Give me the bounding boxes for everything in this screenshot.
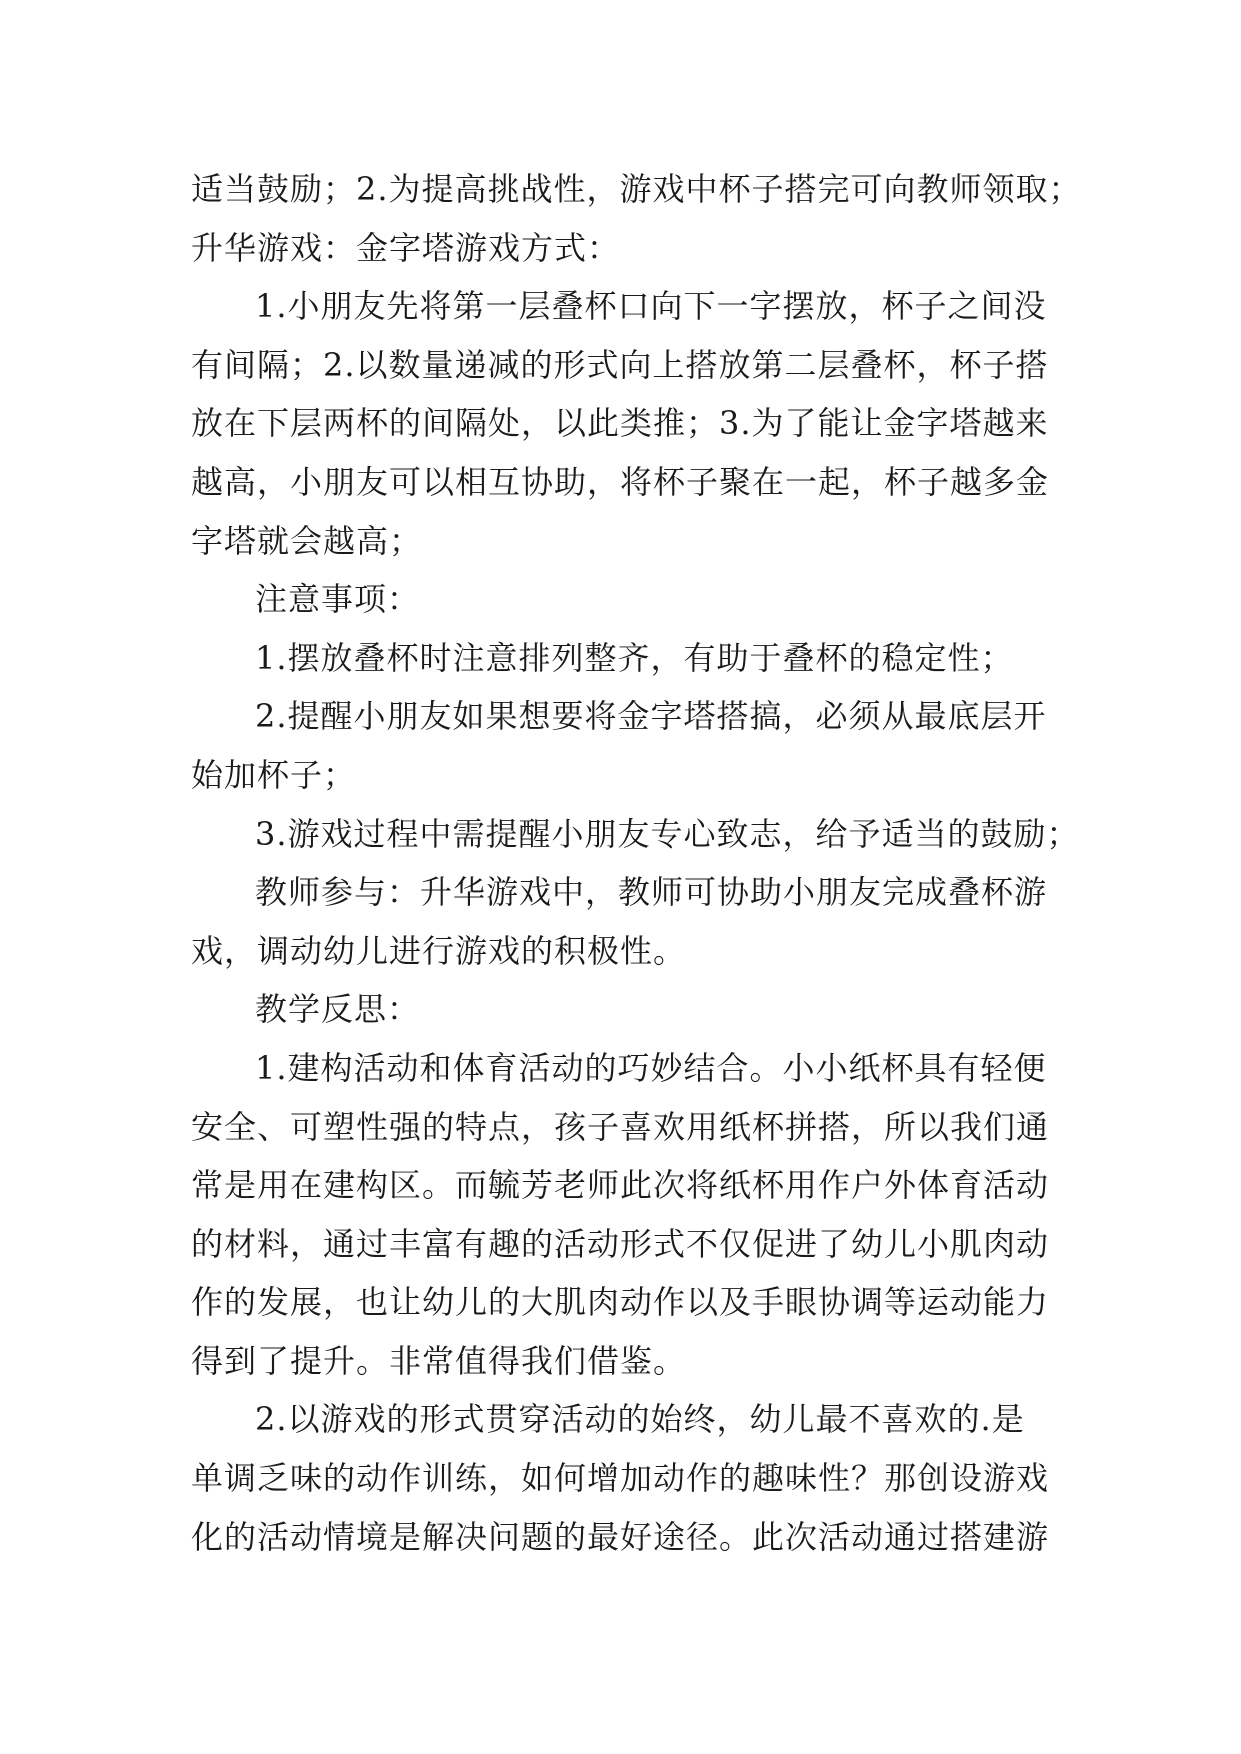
text-line: 教学反思： [255,990,421,1029]
text-line: 单调乏味的动作训练，如何增加动作的趣味性？那创设游戏 [191,1459,1050,1498]
text-line: 升华游戏：金字塔游戏方式： [191,228,621,267]
body-text [191,160,1082,1566]
text-line: 化的活动情境是解决问题的最好途径。此次活动通过搭建游 [191,1517,1050,1556]
text-line: 1.摆放叠杯时注意排列整齐，有助于叠杯的稳定性； [255,638,1014,677]
text-line: 戏，调动幼儿进行游戏的积极性。 [191,931,687,970]
text-line: 1.建构活动和体育活动的巧妙结合。小小纸杯具有轻便 [255,1048,1047,1087]
text-line: 3.游戏过程中需提醒小朋友专心致志，给予适当的鼓励； [255,814,1080,853]
text-line: 2.提醒小朋友如果想要将金字塔搭搞，必须从最底层开 [255,697,1047,736]
text-line: 越高，小朋友可以相互协助，将杯子聚在一起，杯子越多金 [191,462,1050,501]
text-line: 始加杯子； [191,755,357,794]
text-line: 放在下层两杯的间隔处，以此类推；3.为了能让金字塔越来 [191,404,1049,443]
text-line: 1.小朋友先将第一层叠杯口向下一字摆放，杯子之间没 [255,287,1047,326]
text-line: 得到了提升。非常值得我们借鉴。 [191,1341,687,1380]
text-line: 字塔就会越高； [191,521,423,560]
text-line: 适当鼓励；2.为提高挑战性，游戏中杯子搭完可向教师领取； [191,170,1082,208]
text-line: 常是用在建构区。而毓芳老师此次将纸杯用作户外体育活动 [191,1166,1050,1205]
text-line: 的材料，通过丰富有趣的活动形式不仅促进了幼儿小肌肉动 [191,1224,1050,1263]
text-line: 教师参与：升华游戏中，教师可协助小朋友完成叠杯游 [255,873,1048,912]
text-line: 有间隔；2.以数量递减的形式向上搭放第二层叠杯，杯子搭 [191,345,1049,384]
text-line: 注意事项： [255,580,421,619]
text-line: 安全、可塑性强的特点，孩子喜欢用纸杯拼搭，所以我们通 [191,1107,1050,1146]
text-line: 作的发展，也让幼儿的大肌肉动作以及手眼协调等运动能力 [191,1283,1050,1322]
text-line: 2.以游戏的形式贯穿活动的始终，幼儿最不喜欢的.是 [255,1400,1025,1439]
